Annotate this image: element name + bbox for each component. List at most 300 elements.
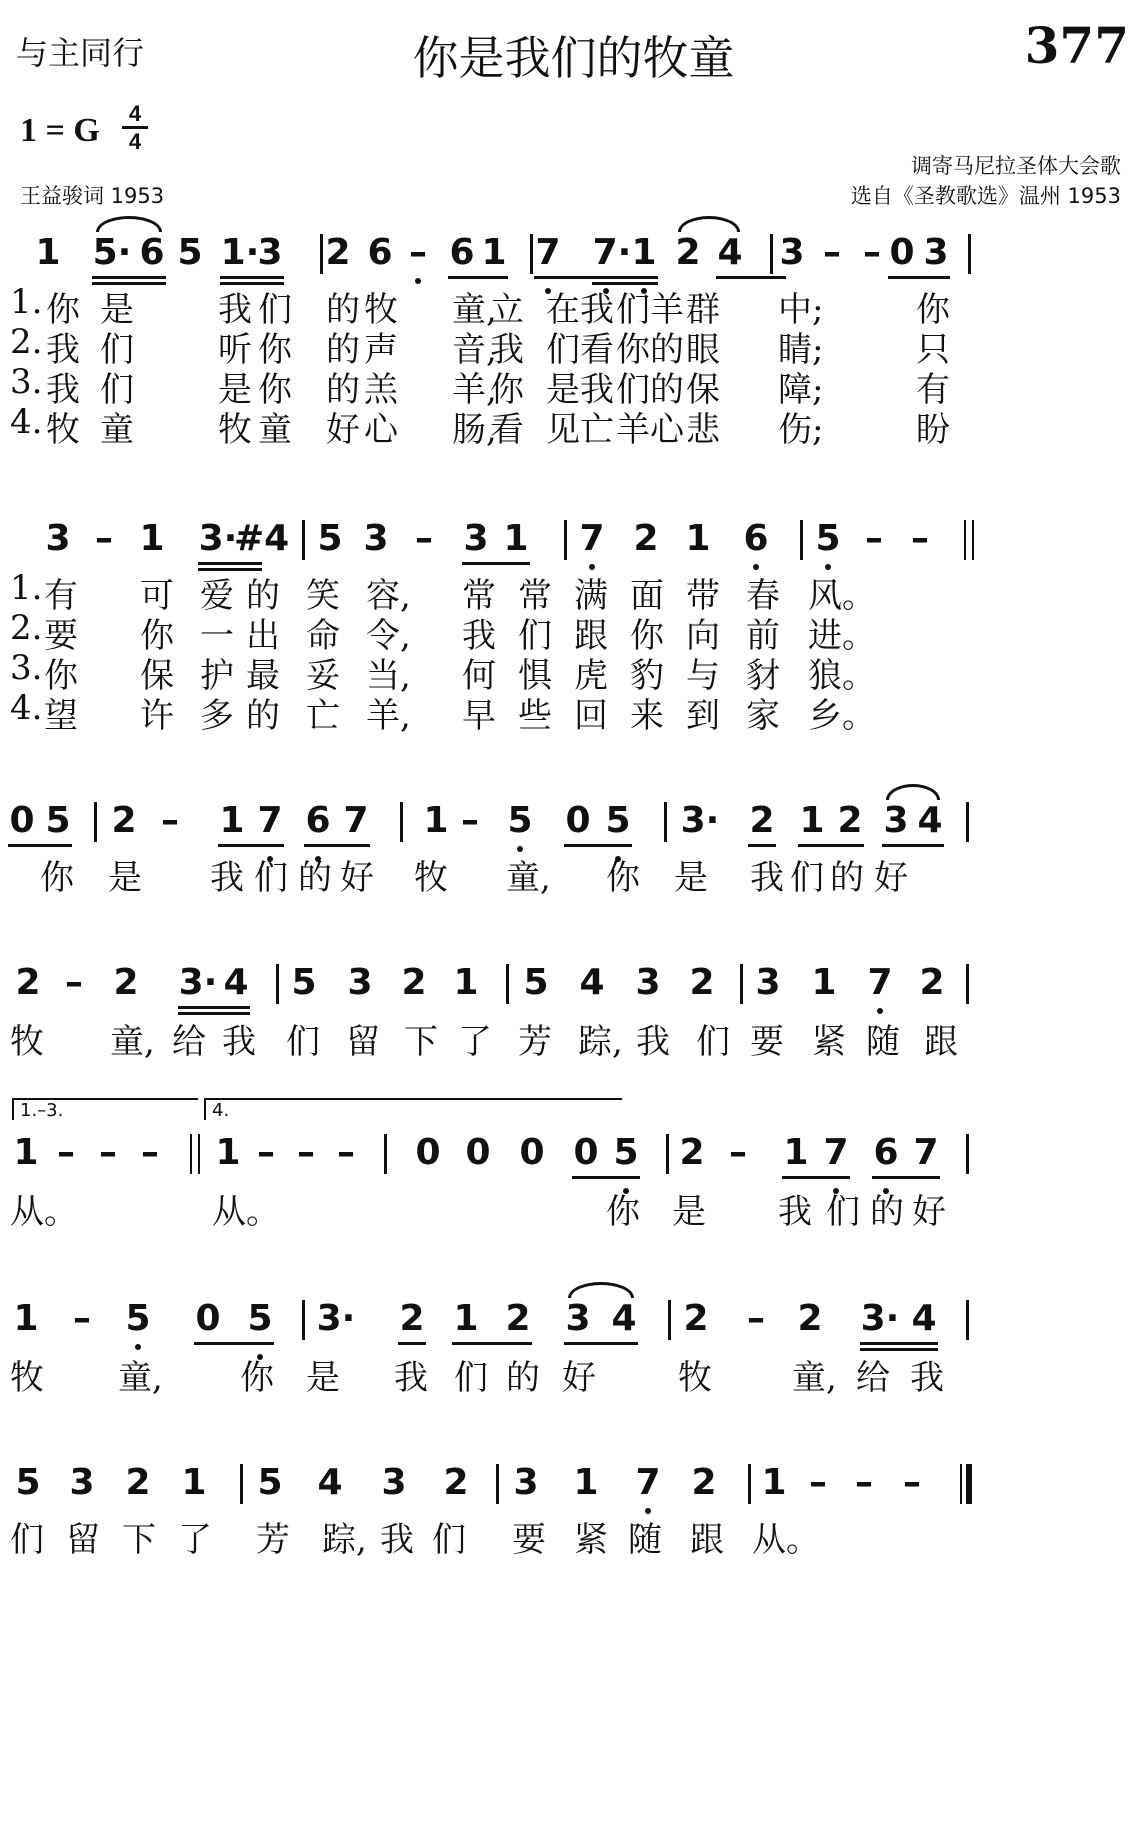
lyric-syllable: 当, (366, 656, 411, 696)
barline (240, 1464, 243, 1504)
lyric-syllable: 4. (10, 688, 43, 728)
lyric-syllable: 常 (518, 576, 552, 616)
lyric-syllable: 笑 (306, 576, 340, 616)
underline-beat (716, 276, 786, 279)
lyric-syllable: 的 (870, 1192, 904, 1232)
note: 7 (823, 1132, 849, 1173)
lyric-syllable: 护 (200, 656, 234, 696)
barline (960, 1464, 972, 1504)
score-system-5 (0, 1122, 1147, 1192)
lyric-syllable: 你 (46, 290, 80, 330)
lyric-syllable: 你 (258, 370, 292, 410)
lyric-syllable: 保 (140, 656, 174, 696)
note: 4 (579, 962, 605, 1003)
lyric-syllable: 音, (452, 330, 497, 370)
barline (94, 802, 97, 842)
lyric-syllable: 童, (452, 290, 497, 330)
note: 7 (867, 962, 893, 1003)
lyric-syllable: 回 (574, 696, 608, 736)
lyric-syllable: 了 (458, 1022, 492, 1062)
note: 6 (139, 232, 165, 273)
lyric-syllable: 进。 (808, 616, 876, 656)
dash-token: – (823, 232, 841, 273)
slur (568, 1282, 634, 1298)
lyric-syllable: 们 (254, 858, 288, 898)
lyric-syllable: 羔 (364, 370, 398, 410)
lyric-syllable: 给 (856, 1358, 890, 1398)
lyric-syllable: 何 (462, 656, 496, 696)
lyric-syllable: 童, (506, 858, 551, 898)
note: 1 (423, 800, 449, 841)
note: 2 (675, 232, 701, 273)
note: 5 (257, 1462, 283, 1503)
underline-beat (462, 562, 530, 565)
lyric-syllable: 紧 (574, 1520, 608, 1560)
note: 3 (923, 232, 949, 273)
underline-beat (782, 1176, 850, 1179)
lyric-syllable: 的 (650, 370, 684, 410)
note: 3 (883, 800, 909, 841)
note: 2 (111, 800, 137, 841)
lyric-syllable: 是 (546, 370, 580, 410)
lyric-syllable: 我 (394, 1358, 428, 1398)
dash-token: – (65, 962, 83, 1003)
note: 5 (815, 518, 841, 559)
note: 1· (220, 232, 260, 273)
lyric-syllable: 见 (546, 410, 580, 450)
lyric-syllable: 3. (10, 362, 43, 402)
lyric-syllable: 给 (172, 1022, 206, 1062)
time-top: 4 (128, 101, 142, 126)
note: 3 (363, 518, 389, 559)
lyric-syllable: 立 (490, 290, 524, 330)
hymn-title: 你是我们的牧童 (412, 31, 735, 85)
dash-token: – (57, 1132, 75, 1173)
note: 3 (463, 518, 489, 559)
lyric-syllable: 留 (66, 1520, 100, 1560)
lyric-syllable: 跟 (924, 1022, 958, 1062)
lyric-syllable: 些 (518, 696, 552, 736)
lyric-syllable: 童 (100, 410, 134, 450)
lyric-syllable: 的 (326, 370, 360, 410)
lyric-syllable: 2. (10, 322, 43, 362)
lyric-syllable: 有 (916, 370, 950, 410)
lyric-syllable: 是 (100, 290, 134, 330)
lyric-syllable: 风。 (808, 576, 876, 616)
note: 0 (573, 1132, 599, 1173)
dash-token: – (729, 1132, 747, 1173)
underline-beat (564, 1342, 638, 1345)
lyric-syllable: 们 (432, 1520, 466, 1560)
lyric-syllable: 的 (830, 858, 864, 898)
lyric-syllable: 心 (650, 410, 684, 450)
lyric-syllable: 3. (10, 648, 43, 688)
note: 0 (519, 1132, 545, 1173)
barline (748, 1464, 751, 1504)
lyric-syllable: 随 (628, 1520, 662, 1560)
note: 5 (45, 800, 71, 841)
lyric-syllable: 要 (750, 1022, 784, 1062)
lyric-syllable: 望 (44, 696, 78, 736)
note: 0 (465, 1132, 491, 1173)
lyric-syllable: 们 (518, 616, 552, 656)
note: 3 (779, 232, 805, 273)
note: 1 (573, 1462, 599, 1503)
note: 1 (799, 800, 825, 841)
lyric-syllable: 我 (490, 330, 524, 370)
note: 5· (92, 232, 132, 273)
lyric-syllable: 牧 (218, 410, 252, 450)
note: 5 (247, 1298, 273, 1339)
note: 3 (347, 962, 373, 1003)
lyric-syllable: 盼 (916, 410, 950, 450)
underline-beat (398, 1342, 426, 1345)
lyric-syllable: 好 (912, 1192, 946, 1232)
note: 7 (535, 232, 561, 273)
note: 5 (605, 800, 631, 841)
barline (964, 520, 974, 560)
note: 7 (343, 800, 369, 841)
lyric-syllable: 了 (178, 1520, 212, 1560)
lyric-syllable: 保 (686, 370, 720, 410)
underline-beat (218, 844, 284, 847)
note: 1 (453, 962, 479, 1003)
lyric-syllable: 要 (44, 616, 78, 656)
slur (678, 216, 740, 232)
lyric-syllable: 心 (364, 410, 398, 450)
lyric-syllable: 睛; (778, 330, 824, 370)
underline-beat (452, 1342, 532, 1345)
note: 5 (507, 800, 533, 841)
lyric-syllable: 一 (200, 616, 234, 656)
underline-beat (564, 844, 632, 847)
underline-beat (882, 844, 944, 847)
lyric-line (0, 608, 1147, 656)
note: 3· (680, 800, 720, 841)
lyric-syllable: 童, (792, 1358, 837, 1398)
note: 1 (503, 518, 529, 559)
lyric-syllable: 许 (140, 696, 174, 736)
lyric-syllable: 是 (674, 858, 708, 898)
lyric-syllable: 我 (778, 1192, 812, 1232)
lyric-syllable: 下 (122, 1520, 156, 1560)
lyric-syllable: 你 (40, 858, 74, 898)
lyric-syllable: 好 (562, 1358, 596, 1398)
note: 7 (913, 1132, 939, 1173)
note: 7 (635, 1462, 661, 1503)
note: 4 (911, 1298, 937, 1339)
barline (564, 520, 567, 560)
lyric-syllable: 的 (650, 330, 684, 370)
underline-beat (8, 844, 72, 847)
note: 2 (125, 1462, 151, 1503)
lyric-syllable: 羊 (650, 290, 684, 330)
lyric-syllable: 到 (686, 696, 720, 736)
dash-token: – (903, 1462, 921, 1503)
note: 6 (305, 800, 331, 841)
lyric-syllable: 牧 (414, 858, 448, 898)
barline (668, 1300, 671, 1340)
underline-beat (860, 1342, 938, 1345)
lyric-syllable: 亡 (580, 410, 614, 450)
lyric-syllable: 们 (696, 1022, 730, 1062)
note: 1 (453, 1298, 479, 1339)
barline (400, 802, 403, 842)
note: 2 (749, 800, 775, 841)
note: 7 (579, 518, 605, 559)
note: 0 (889, 232, 915, 273)
lyric-syllable: 是 (306, 1358, 340, 1398)
lyric-line (0, 282, 1147, 330)
underline-beat (194, 1342, 274, 1345)
lyric-syllable: 爱 (200, 576, 234, 616)
underline-beat (798, 844, 864, 847)
lyric-syllable: 多 (200, 696, 234, 736)
lyric-syllable: 踪, (578, 1022, 623, 1062)
lyric-syllable: 声 (364, 330, 398, 370)
dash-token: – (865, 518, 883, 559)
barline (506, 964, 509, 1004)
lyric-syllable: 你 (44, 656, 78, 696)
lyric-syllable: 在 (546, 290, 580, 330)
lyric-syllable: 我 (750, 858, 784, 898)
barline (966, 964, 969, 1004)
note: 1 (35, 232, 61, 273)
lyric-syllable: 们 (454, 1358, 488, 1398)
lyric-syllable: 从。 (752, 1520, 820, 1560)
note: 2 (633, 518, 659, 559)
note: 4 (917, 800, 943, 841)
note: 6 (743, 518, 769, 559)
lyric-syllable: 们 (826, 1192, 860, 1232)
note: 3· (198, 518, 238, 559)
lyric-syllable: 童, (118, 1358, 163, 1398)
lyric-syllable: 跟 (690, 1520, 724, 1560)
dash-token: – (409, 232, 427, 273)
lyric-syllable: 障; (778, 370, 824, 410)
hymnal-name: 与主同行 (16, 34, 145, 72)
note: 1 (139, 518, 165, 559)
note: 1 (685, 518, 711, 559)
lyric-syllable: 有 (44, 576, 78, 616)
barline (966, 1300, 969, 1340)
note: 1 (13, 1298, 39, 1339)
lyric-syllable: 牧 (678, 1358, 712, 1398)
hymn-number: 377 (1024, 16, 1129, 75)
lyric-syllable: 是 (672, 1192, 706, 1232)
lyric-syllable: 们 (546, 330, 580, 370)
lyric-line (0, 568, 1147, 616)
lyric-syllable: 紧 (812, 1022, 846, 1062)
dash-token: – (461, 800, 479, 841)
dash-token: – (257, 1132, 275, 1173)
lyric-line (0, 1184, 1147, 1232)
note: 6 (449, 232, 475, 273)
lyric-syllable: 满 (574, 576, 608, 616)
note: 5 (125, 1298, 151, 1339)
lyric-syllable: 的 (246, 576, 280, 616)
slur (886, 784, 940, 800)
volta-first-ending: 1.–3. (12, 1098, 198, 1120)
lyric-syllable: 4. (10, 402, 43, 442)
lyric-syllable: 下 (404, 1022, 438, 1062)
lyric-syllable: 2. (10, 608, 43, 648)
note: 1 (219, 800, 245, 841)
barline (664, 802, 667, 842)
lyric-syllable: 踪, (322, 1520, 367, 1560)
lyric-syllable: 眼 (686, 330, 720, 370)
note: 3 (565, 1298, 591, 1339)
source-credit: 选自《圣教歌选》温州 1953 (850, 184, 1121, 208)
lyric-syllable: 家 (746, 696, 780, 736)
barline (800, 520, 803, 560)
note: 3 (381, 1462, 407, 1503)
note: 3 (69, 1462, 95, 1503)
lyric-syllable: 随 (866, 1022, 900, 1062)
underline-beat (572, 1176, 640, 1179)
lyric-syllable: 牧 (364, 290, 398, 330)
note: #4 (234, 518, 290, 559)
lyric-syllable: 牧 (10, 1358, 44, 1398)
lyric-syllable: 狼。 (808, 656, 876, 696)
note: 2 (399, 1298, 425, 1339)
lyric-syllable: 我 (910, 1358, 944, 1398)
note: 2 (683, 1298, 709, 1339)
lyric-syllable: 你 (490, 370, 524, 410)
underline-beat (872, 1176, 940, 1179)
note: 3· (178, 962, 218, 1003)
lyric-syllable: 我 (222, 1022, 256, 1062)
note: 5 (177, 232, 203, 273)
barline (190, 1134, 200, 1174)
note: 1 (631, 232, 657, 273)
lyric-syllable: 的 (326, 290, 360, 330)
lyric-syllable: 看 (490, 410, 524, 450)
underline-beat (748, 844, 776, 847)
barline (740, 964, 743, 1004)
lyric-syllable: 与 (686, 656, 720, 696)
lyric-syllable: 你 (140, 616, 174, 656)
note: 4 (717, 232, 743, 273)
lyric-syllable: 向 (686, 616, 720, 656)
underline-beat (198, 562, 262, 565)
note: 5 (613, 1132, 639, 1173)
lyric-syllable: 好 (340, 858, 374, 898)
lyric-line (0, 1350, 1147, 1398)
lyric-syllable: 来 (630, 696, 664, 736)
note: 5 (317, 518, 343, 559)
dash-token: – (95, 518, 113, 559)
note: 1 (481, 232, 507, 273)
barline (276, 964, 279, 1004)
lyric-syllable: 1. (10, 282, 43, 322)
note: 1 (761, 1462, 787, 1503)
lyric-syllable: 羊, (452, 370, 497, 410)
lyric-syllable: 前 (746, 616, 780, 656)
note: 0 (565, 800, 591, 841)
key-signature: 1 = G (20, 112, 100, 149)
lyric-syllable: 们 (10, 1520, 44, 1560)
lyric-syllable: 的 (246, 696, 280, 736)
dash-token: – (141, 1132, 159, 1173)
note: 3 (45, 518, 71, 559)
dash-token: – (911, 518, 929, 559)
note: 2 (919, 962, 945, 1003)
dash-token: – (415, 518, 433, 559)
lyric-syllable: 我 (580, 290, 614, 330)
dash-token: – (337, 1132, 355, 1173)
lyric-line (0, 648, 1147, 696)
note: 7· (592, 232, 632, 273)
lyric-syllable: 的 (298, 858, 332, 898)
slur (96, 216, 162, 232)
lyric-syllable: 们 (616, 290, 650, 330)
lyric-syllable: 豹 (630, 656, 664, 696)
note: 6 (367, 232, 393, 273)
lyric-syllable: 们 (616, 370, 650, 410)
lyric-syllable: 伤; (778, 410, 824, 450)
lyric-line (0, 1014, 1147, 1062)
lyric-syllable: 你 (916, 290, 950, 330)
lyric-syllable: 要 (512, 1520, 546, 1560)
underline-beat (448, 276, 508, 279)
lyric-line (0, 850, 1147, 898)
lyric-syllable: 面 (630, 576, 664, 616)
barline (320, 234, 323, 274)
underline-beat (888, 276, 950, 279)
lyric-syllable: 看 (580, 330, 614, 370)
note: 4 (317, 1462, 343, 1503)
dash-token: – (863, 232, 881, 273)
lyric-syllable: 可 (140, 576, 174, 616)
lyric-syllable: 是 (108, 858, 142, 898)
lyric-syllable: 我 (46, 370, 80, 410)
underline-beat (220, 276, 284, 279)
lyric-syllable: 芳 (518, 1022, 552, 1062)
note: 2 (797, 1298, 823, 1339)
lyric-syllable: 我 (46, 330, 80, 370)
score-system-4 (0, 952, 1147, 1022)
barline (496, 1464, 499, 1504)
lyric-syllable: 乡。 (808, 696, 876, 736)
note: 5 (15, 1462, 41, 1503)
note: 0 (9, 800, 35, 841)
lyric-syllable: 的 (326, 330, 360, 370)
lyric-syllable: 听 (218, 330, 252, 370)
lyric-syllable: 容, (366, 576, 411, 616)
dash-token: – (297, 1132, 315, 1173)
lyric-syllable: 令, (366, 616, 411, 656)
lyric-syllable: 羊, (366, 696, 411, 736)
lyric-syllable: 出 (246, 616, 280, 656)
lyric-syllable: 芳 (256, 1520, 290, 1560)
barline (968, 234, 971, 274)
lyric-syllable: 你 (606, 858, 640, 898)
note: 1 (181, 1462, 207, 1503)
barline (302, 1300, 305, 1340)
score-system-6 (0, 1288, 1147, 1358)
lyric-syllable: 我 (210, 858, 244, 898)
lyric-syllable: 们 (100, 370, 134, 410)
dash-token: – (747, 1298, 765, 1339)
time-signature (122, 102, 148, 153)
lyric-syllable: 常 (462, 576, 496, 616)
lyricist-credit: 王益骏词 1953 (20, 184, 165, 208)
lyric-syllable: 豺 (746, 656, 780, 696)
lyric-syllable: 我 (218, 290, 252, 330)
lyric-syllable: 春 (746, 576, 780, 616)
lyric-syllable: 悲 (686, 410, 720, 450)
